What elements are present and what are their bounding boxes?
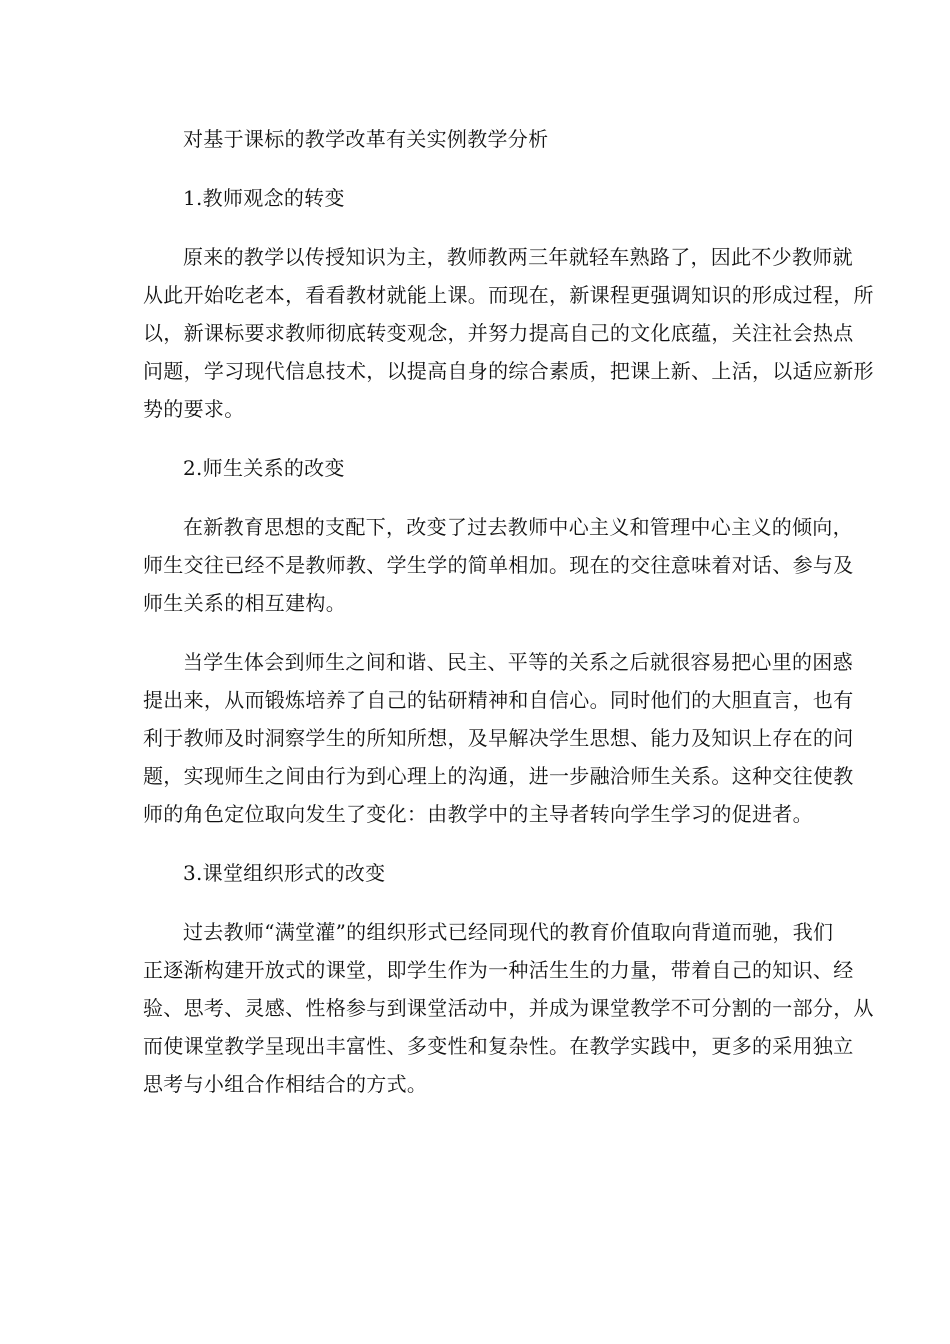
paragraph: [143, 913, 874, 1103]
paragraph-line: 过去教师“满堂灌”的组织形式已经同现代的教育价值取向背道而驰，我们: [183, 920, 834, 944]
paragraph: [143, 508, 854, 622]
paragraph-line: 题，实现师生之间由行为到心理上的沟通，进一步融洽师生关系。这种交往使教: [143, 764, 854, 788]
paragraph-line: 原来的教学以传授知识为主，教师教两三年就轻车熟路了，因此不少教师就: [183, 245, 853, 269]
paragraph-line: 正逐渐构建开放式的课堂，即学生作为一种活生生的力量，带着自己的知识、经: [143, 958, 854, 982]
document-body: [143, 120, 874, 1124]
paragraph-line: 验、思考、灵感、性格参与到课堂活动中，并成为课堂教学不可分割的一部分，从: [143, 996, 874, 1020]
paragraph: [143, 643, 854, 833]
document-title: 对基于课标的教学改革有关实例教学分析: [183, 127, 549, 151]
paragraph: [143, 238, 874, 428]
paragraph-line: 在新教育思想的支配下，改变了过去教师中心主义和管理中心主义的倾向，: [183, 515, 853, 539]
paragraph-line: 以，新课标要求教师彻底转变观念，并努力提高自己的文化底蕴，关注社会热点: [143, 321, 854, 345]
paragraph-line: 问题，学习现代信息技术，以提高自身的综合素质，把课上新、上活，以适应新形: [143, 359, 874, 383]
paragraph-line: 师生交往已经不是教师教、学生学的简单相加。现在的交往意味着对话、参与及: [143, 553, 854, 577]
section-heading-3: 3.课堂组织形式的改变: [183, 861, 386, 885]
paragraph-line: 提出来，从而锻炼培养了自己的钻研精神和自信心。同时他们的大胆直言，也有: [143, 688, 854, 712]
section-heading-2: 2.师生关系的改变: [183, 456, 345, 480]
paragraph-line: 利于教师及时洞察学生的所知所想，及早解决学生思想、能力及知识上存在的问: [143, 726, 854, 750]
paragraph-line: 师的角色定位取向发生了变化：由教学中的主导者转向学生学习的促进者。: [143, 802, 813, 826]
paragraph-line: 势的要求。: [143, 397, 245, 421]
paragraph-line: 思考与小组合作相结合的方式。: [143, 1072, 428, 1096]
section-heading-1: 1.教师观念的转变: [183, 186, 345, 210]
paragraph-line: 从此开始吃老本，看看教材就能上课。而现在，新课程更强调知识的形成过程，所: [143, 283, 874, 307]
paragraph-line: 师生关系的相互建构。: [143, 591, 346, 615]
paragraph-line: 当学生体会到师生之间和谐、民主、平等的关系之后就很容易把心里的困惑: [183, 650, 853, 674]
paragraph-line: 而使课堂教学呈现出丰富性、多变性和复杂性。在教学实践中，更多的采用独立: [143, 1034, 854, 1058]
